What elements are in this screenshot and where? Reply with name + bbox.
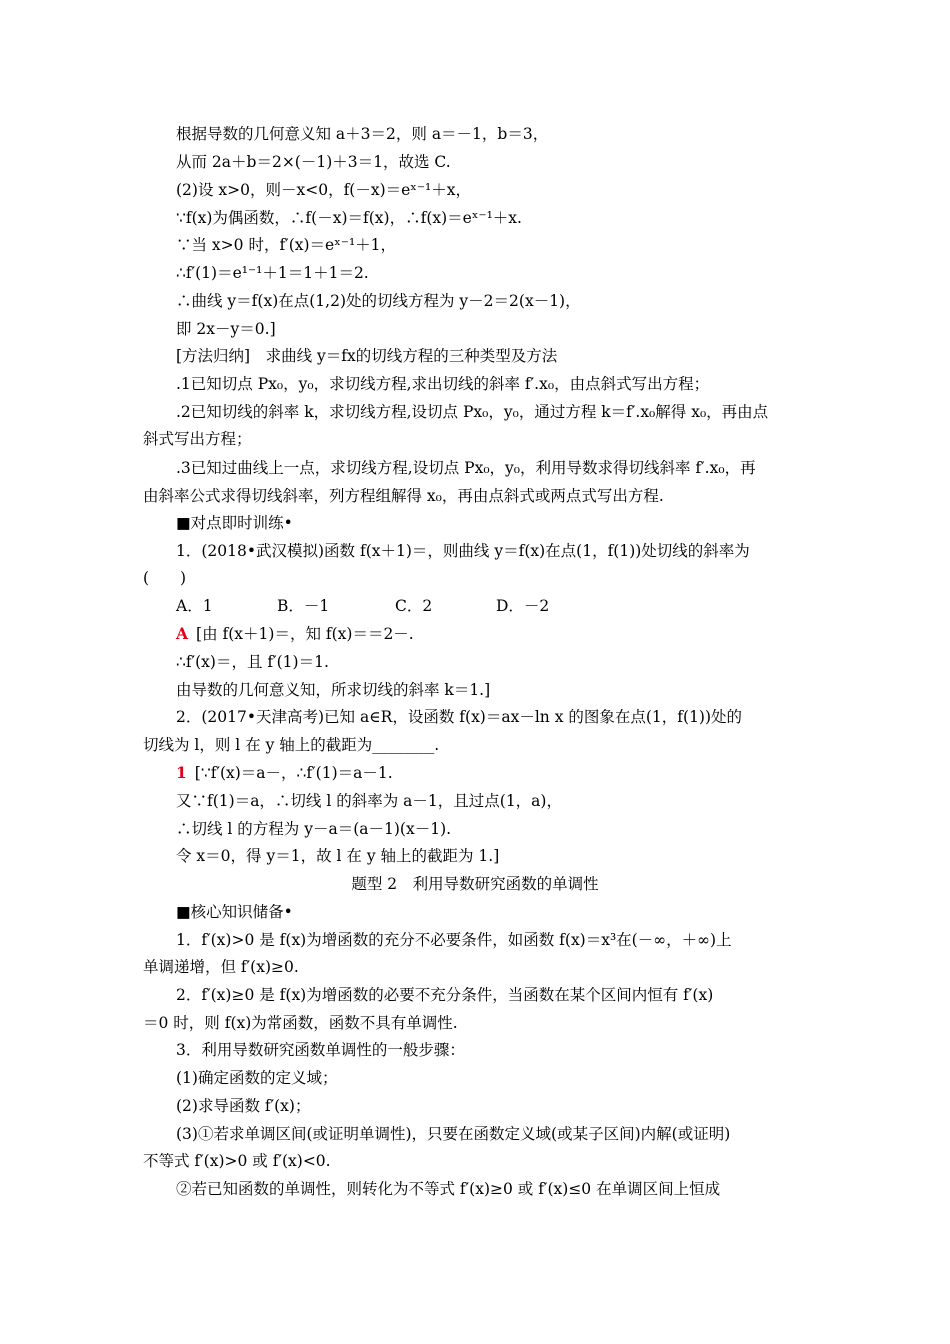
solution-line [176,763,393,783]
solution-line [176,624,414,644]
text-line: (3)①若求单调区间(或证明单调性)，只要在函数定义域(或某子区间)内解(或证明) [176,1125,731,1143]
text-line: .2已知切线的斜率 k，求切线方程,设切点 Px₀，y₀，通过方程 k＝f′.x₀解得 x₀，再由点 [176,403,769,421]
section-heading: ■对点即时训练• [176,514,293,532]
text-line: .3已知过曲线上一点，求切线方程,设切点 Px₀，y₀，利用导数求得切线斜率 f′.x₀，再 [176,459,756,477]
text-line: (2)求导函数 f′(x)； [176,1097,311,1115]
text-line: 即 2x－y＝0.] [176,320,276,338]
text-line: ∴曲线 y＝f(x)在点(1,2)处的切线方程为 y－2＝2(x－1)， [176,292,581,310]
text-line: ∵当 x>0 时，f′(x)＝eˣ⁻¹＋1， [176,236,397,254]
text-line: 由导数的几何意义知，所求切线的斜率 k＝1.] [176,681,491,699]
option-c: C．2 [395,597,433,615]
option-b: B．－1 [277,597,330,615]
text-line: 根据导数的几何意义知 a＋3＝2，则 a＝－1，b＝3， [176,125,549,143]
answer-blank: ( ) [143,569,187,587]
text-line: ②若已知函数的单调性，则转化为不等式 f′(x)≥0 或 f′(x)≤0 在单调区间上恒成 [176,1180,721,1198]
text-line: 切线为 l，则 l 在 y 轴上的截距为________. [143,736,440,754]
topic-title: 题型 2 利用导数研究函数的单调性 [351,875,599,893]
text-line: 不等式 f′(x)>0 或 f′(x)<0. [143,1152,331,1170]
text-line: ∴f′(1)＝e¹⁻¹＋1＝1＋1＝2. [176,264,369,282]
text-line: 2．f′(x)≥0 是 f(x)为增函数的必要不充分条件，当函数在某个区间内恒有 f′(x) [176,986,714,1004]
text-line: (1)确定函数的定义域； [176,1069,338,1087]
options-row [176,596,549,616]
text-line: 1．f′(x)>0 是 f(x)为增函数的充分不必要条件，如函数 f(x)＝x³在(－∞，＋∞)上 [176,931,732,949]
solution-text: [∵f′(x)＝a－，∴f′(1)＝a－1. [194,764,393,782]
text-line: ∵f(x)为偶函数，∴f(－x)＝f(x)，∴f(x)＝eˣ⁻¹＋x. [176,209,522,227]
method-summary-heading: [方法归纳] 求曲线 y＝fx的切线方程的三种类型及方法 [176,347,558,365]
text-line: 又∵f(1)＝a，∴切线 l 的斜率为 a－1，且过点(1，a)， [176,792,562,810]
text-line: ＝0 时，则 f(x)为常函数，函数不具有单调性. [143,1014,458,1032]
answer-marker: A [176,624,189,643]
question-1: 1．(2018•武汉模拟)函数 f(x＋1)＝，则曲线 y＝f(x)在点(1，f(1))处切线的斜率为 [176,542,750,560]
text-line: 3．利用导数研究函数单调性的一般步骤： [176,1041,465,1059]
text-line: 单调递增，但 f′(x)≥0. [143,958,299,976]
text-line: 斜式写出方程； [143,430,252,448]
text-line: .1已知切点 Px₀，y₀，求切线方程,求出切线的斜率 f′.x₀，由点斜式写出方程； [176,375,710,393]
solution-text: [由 f(x＋1)＝，知 f(x)＝＝2－. [196,625,414,643]
question-2: 2．(2017•天津高考)已知 a∈R，设函数 f(x)＝ax－ln x 的图象在点(1，f(1))处的 [176,708,743,726]
text-line: ∴f′(x)＝，且 f′(1)＝1. [176,653,329,671]
text-line: 从而 2a＋b＝2×(－1)＋3＝1，故选 C. [176,153,451,171]
section-heading: ■核心知识储备• [176,903,293,921]
text-line: 由斜率公式求得切线斜率，列方程组解得 x₀，再由点斜式或两点式写出方程. [143,487,664,505]
text-line: 令 x＝0，得 y＝1，故 l 在 y 轴上的截距为 1.] [176,847,500,865]
answer-marker: 1 [176,763,187,782]
text-line: ∴切线 l 的方程为 y－a＝(a－1)(x－1). [176,820,452,838]
text-line: (2)设 x>0，则－x<0，f(－x)＝eˣ⁻¹＋x， [176,181,472,199]
option-a: A．1 [176,597,213,615]
option-d: D．－2 [496,597,550,615]
